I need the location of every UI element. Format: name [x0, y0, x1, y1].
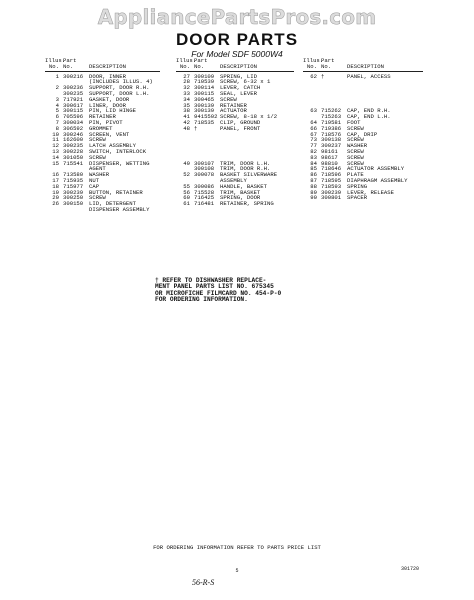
part-number: †: [194, 125, 198, 132]
page-number: 5: [235, 568, 239, 574]
part-description: DIAPHRAGM ASSEMBLY: [347, 177, 408, 184]
part-number: 300107: [194, 160, 215, 167]
part-number: †: [321, 73, 325, 80]
part-description: DISPENSER, WETTING: [89, 160, 150, 167]
part-description: SUPPORT, DOOR L.H.: [89, 90, 150, 97]
part-row: [45, 207, 160, 213]
part-description: GASKET, DOOR: [89, 96, 130, 103]
illus-number: 67: [310, 131, 317, 138]
illus-number: 14: [52, 154, 59, 161]
part-number: 306592: [63, 125, 84, 132]
part-number: 715528: [194, 189, 215, 196]
part-number: 718595: [321, 177, 342, 184]
handwritten-mark: 56-R-S: [192, 578, 215, 587]
part-number: 300228: [63, 148, 84, 155]
part-description: BUTTON, RETAINER: [89, 189, 143, 196]
part-description: CAP, END L.H.: [347, 114, 391, 120]
part-description: SCREEN, VENT: [89, 131, 130, 138]
part-number: 162600: [63, 137, 84, 144]
part-number: 718596: [321, 172, 342, 178]
illus-number: 16: [52, 172, 59, 178]
part-description: SCREW: [220, 96, 237, 103]
part-description: SCREW, 6-32 x 1: [220, 79, 271, 86]
illus-number: 10: [52, 131, 59, 138]
illus-number: 66: [310, 125, 317, 132]
illus-number: 15: [52, 160, 59, 167]
part-description: TRIM, BASKET: [220, 189, 261, 196]
part-description: SPRING, LID: [220, 73, 257, 80]
header-no: No.: [179, 63, 190, 70]
part-description: LEVER, CATCH: [220, 85, 261, 91]
part-description: BASKET SILVERWARE: [220, 172, 278, 178]
part-description: PIN, LID HINGE: [89, 108, 136, 115]
illus-number: 90: [310, 195, 317, 202]
part-number: 300086: [194, 183, 215, 190]
illus-number: 32: [183, 85, 190, 91]
column-header: [45, 58, 160, 70]
part-description: TRIM, DOOR L.H.: [220, 160, 271, 167]
illus-number: 4: [55, 102, 59, 109]
part-description: RETAINER: [220, 102, 247, 109]
header-description: DESCRIPTION: [347, 63, 384, 70]
header-rule: [176, 71, 294, 72]
part-number: 98617: [321, 154, 338, 161]
part-description: FOOT: [347, 119, 361, 126]
part-description: SCREW, 8-18 x 1/2: [220, 114, 278, 120]
illus-number: 61: [183, 201, 190, 207]
part-description: PLATE: [347, 172, 364, 178]
part-description: SCREW: [347, 160, 364, 167]
part-number: 300239: [63, 189, 84, 196]
part-number: 300235: [63, 90, 84, 97]
part-number: 716481: [194, 201, 215, 207]
illus-number: 86: [310, 172, 317, 178]
part-description: LINER, DOOR: [89, 102, 126, 109]
part-number: 718535: [194, 119, 215, 126]
document-code: 301720: [401, 566, 420, 572]
illus-number: 64: [310, 119, 317, 126]
illus-number: 77: [310, 143, 317, 149]
part-description: SPRING, DOOR: [220, 195, 261, 202]
part-number: 715262: [321, 108, 342, 115]
part-description: CAP: [89, 183, 100, 190]
part-description: (INCLUDES ILLUS. 4): [89, 79, 153, 86]
header-part: Part: [63, 58, 77, 64]
part-number: 300801: [321, 195, 342, 202]
illus-number: 26: [52, 201, 59, 207]
part-description: RETAINER: [89, 114, 116, 120]
illus-number: 73: [310, 137, 317, 144]
part-description: SUPPORT, DOOR R.H.: [89, 85, 150, 91]
illus-number: 84: [310, 160, 317, 167]
column-header: [176, 58, 294, 70]
header-part: Part: [321, 58, 335, 64]
illus-number: 42: [183, 119, 190, 126]
illus-number: 1: [55, 73, 59, 80]
part-number: 715541: [63, 160, 84, 167]
part-number: 300246: [63, 131, 84, 138]
illus-number: 82: [310, 148, 317, 155]
illus-number: 7: [55, 119, 59, 126]
part-description: DISPENSER ASSEMBLY: [89, 206, 150, 213]
note-line: FOR ORDERING INFORMATION.: [155, 296, 248, 304]
illus-number: 13: [52, 148, 59, 155]
illus-number: 83: [310, 154, 317, 161]
replacement-panel-note: [155, 278, 365, 304]
part-description: SCREW: [89, 137, 106, 144]
illus-number: 2: [55, 85, 59, 91]
illus-number: 20: [52, 195, 59, 202]
header-part-no: No.: [321, 63, 332, 70]
part-description: LEVER, RELEASE: [347, 189, 394, 196]
header-illus: Illus.: [303, 58, 324, 64]
part-number: 300216: [63, 73, 84, 80]
part-row: [303, 195, 423, 201]
part-number: 300115: [63, 108, 84, 115]
part-number: 300139: [194, 102, 215, 109]
header-illus: Illus.: [176, 58, 197, 64]
illus-number: 49: [183, 160, 190, 167]
illus-number: 28: [183, 79, 190, 86]
part-number: 715935: [63, 177, 84, 184]
part-number: 300034: [63, 119, 84, 126]
illus-number: 19: [52, 189, 59, 196]
part-description: PIN, PIVOT: [89, 119, 123, 126]
part-description: ASSEMBLY: [220, 177, 247, 184]
part-number: 300114: [194, 85, 215, 91]
part-number: 300138: [321, 137, 342, 144]
part-row: [176, 201, 294, 207]
part-number: 718576: [321, 131, 342, 138]
part-description: SPACER: [347, 195, 368, 202]
part-description: SEAL, LEVER: [220, 90, 257, 97]
part-number: 98161: [321, 148, 338, 155]
part-description: SPRING: [347, 183, 368, 190]
header-description: DESCRIPTION: [89, 63, 126, 70]
part-description: WASHER: [89, 172, 110, 178]
part-number: 715263: [321, 114, 342, 120]
part-number: [63, 207, 89, 213]
part-description: TRIM, DOOR R.H.: [220, 166, 271, 173]
illus-number: 34: [183, 96, 190, 103]
illus-number: 48: [183, 125, 190, 132]
part-number: 9415502: [194, 114, 218, 120]
part-description: SCREW: [347, 154, 364, 161]
part-number: 705596: [63, 114, 84, 120]
part-description: SWITCH, INTERLOCK: [89, 148, 147, 155]
part-number: 300078: [194, 172, 215, 178]
illus-number: 41: [183, 114, 190, 120]
part-number: 719581: [321, 119, 342, 126]
part-number: 301050: [63, 154, 84, 161]
part-description: ACTUATOR ASSEMBLY: [347, 166, 405, 173]
column-header: [303, 58, 423, 70]
part-description: CLIP, GROUND: [220, 119, 261, 126]
part-number: 300237: [321, 143, 342, 149]
part-number: 718593: [321, 183, 342, 190]
header-illus: Illus.: [45, 58, 66, 64]
illus-number: 89: [310, 189, 317, 196]
part-number: 300250: [63, 195, 84, 202]
part-description: PANEL, ACCESS: [347, 73, 391, 80]
parts-column-2: [176, 58, 294, 207]
part-description: GROMMET: [89, 125, 113, 132]
part-number: 300235: [63, 143, 84, 149]
note-line: OR MICROFICHE FILMCARD NO. 454-P-0: [155, 289, 282, 297]
part-number: 300236: [63, 85, 84, 91]
illus-number: 6: [55, 114, 59, 120]
part-number: 300139: [194, 108, 215, 115]
illus-number: 62: [310, 73, 317, 80]
illus-number: 56: [183, 189, 190, 196]
part-description: NUT: [89, 177, 100, 184]
parts-list: [303, 74, 423, 202]
part-description: AGENT: [89, 166, 106, 173]
part-number: 718646: [321, 166, 342, 173]
header-rule: [45, 71, 160, 72]
part-description: SCREW: [347, 148, 364, 155]
illus-number: 88: [310, 183, 317, 190]
header-description: DESCRIPTION: [220, 63, 257, 70]
part-number: 300465: [194, 96, 215, 103]
illus-number: 85: [310, 166, 317, 173]
part-description: SCREW: [347, 137, 364, 144]
part-number: 717921: [63, 96, 84, 103]
part-number: 300109: [194, 73, 215, 80]
header-no: No.: [306, 63, 317, 70]
illus-number: 17: [52, 177, 59, 184]
part-number: 716425: [194, 195, 215, 202]
page-subtitle: For Model SDF 5000W4: [191, 49, 283, 59]
part-number: 300150: [63, 201, 84, 207]
parts-column-3: [303, 58, 423, 201]
part-number: 710539: [194, 79, 215, 86]
illus-number: 35: [183, 102, 190, 109]
ordering-footer: FOR ORDERING INFORMATION REFER TO PARTS PRICE LIST: [153, 544, 321, 551]
part-description: WASHER: [347, 143, 368, 149]
part-description: RETAINER, SPRING: [220, 201, 274, 207]
part-description: CAP, DRIP: [347, 131, 378, 138]
part-description: CAP, END R.H.: [347, 108, 391, 115]
header-no: No.: [48, 63, 59, 70]
part-number: 98810: [321, 160, 338, 167]
part-number: 300108: [194, 166, 215, 173]
illus-number: 55: [183, 183, 190, 190]
part-number: 300239: [321, 189, 342, 196]
illus-number: 8: [55, 125, 59, 132]
part-description: HANDLE, BASKET: [220, 183, 267, 190]
illus-number: 33: [183, 90, 190, 97]
part-description: PANEL, FRONT: [220, 125, 261, 132]
note-line: MENT PANEL PARTS LIST NO. 675345: [155, 283, 274, 291]
illus-number: 52: [183, 172, 190, 178]
parts-list: [45, 74, 160, 213]
illus-number: 11: [52, 137, 59, 144]
part-number: 715977: [63, 183, 84, 190]
illus-number: 5: [55, 108, 59, 115]
part-description: ACTUATOR: [220, 108, 247, 115]
illus-number: 18: [52, 183, 59, 190]
part-description: LATCH ASSEMBLY: [89, 143, 136, 149]
part-description: SCREW: [89, 195, 106, 202]
part-number: 719386: [321, 125, 342, 132]
watermark: AppliancePartsPros.com: [97, 5, 377, 29]
parts-list: [176, 74, 294, 207]
illus-number: 60: [183, 195, 190, 202]
part-description: SCREW: [89, 154, 106, 161]
illus-number: 63: [310, 108, 317, 115]
note-line: † REFER TO DISHWASHER REPLACE-: [155, 277, 267, 284]
page-title: DOOR PARTS: [175, 30, 299, 49]
header-part-no: No.: [194, 63, 205, 70]
part-description: SCREW: [347, 125, 364, 132]
header-part: Part: [194, 58, 208, 64]
part-number: 713580: [63, 172, 84, 178]
illus-number: 87: [310, 177, 317, 184]
header-part-no: No.: [63, 63, 74, 70]
part-number: 300617: [63, 102, 84, 109]
part-description: LID, DETERGENT: [89, 201, 136, 207]
part-number: 300115: [194, 90, 215, 97]
illus-number: 27: [183, 73, 190, 80]
illus-number: 38: [183, 108, 190, 115]
illus-number: 3: [55, 96, 59, 103]
parts-column-1: [45, 58, 160, 213]
header-rule: [303, 71, 423, 72]
part-description: DOOR, INNER: [89, 73, 126, 80]
illus-number: [45, 207, 63, 213]
illus-number: 12: [52, 143, 59, 149]
